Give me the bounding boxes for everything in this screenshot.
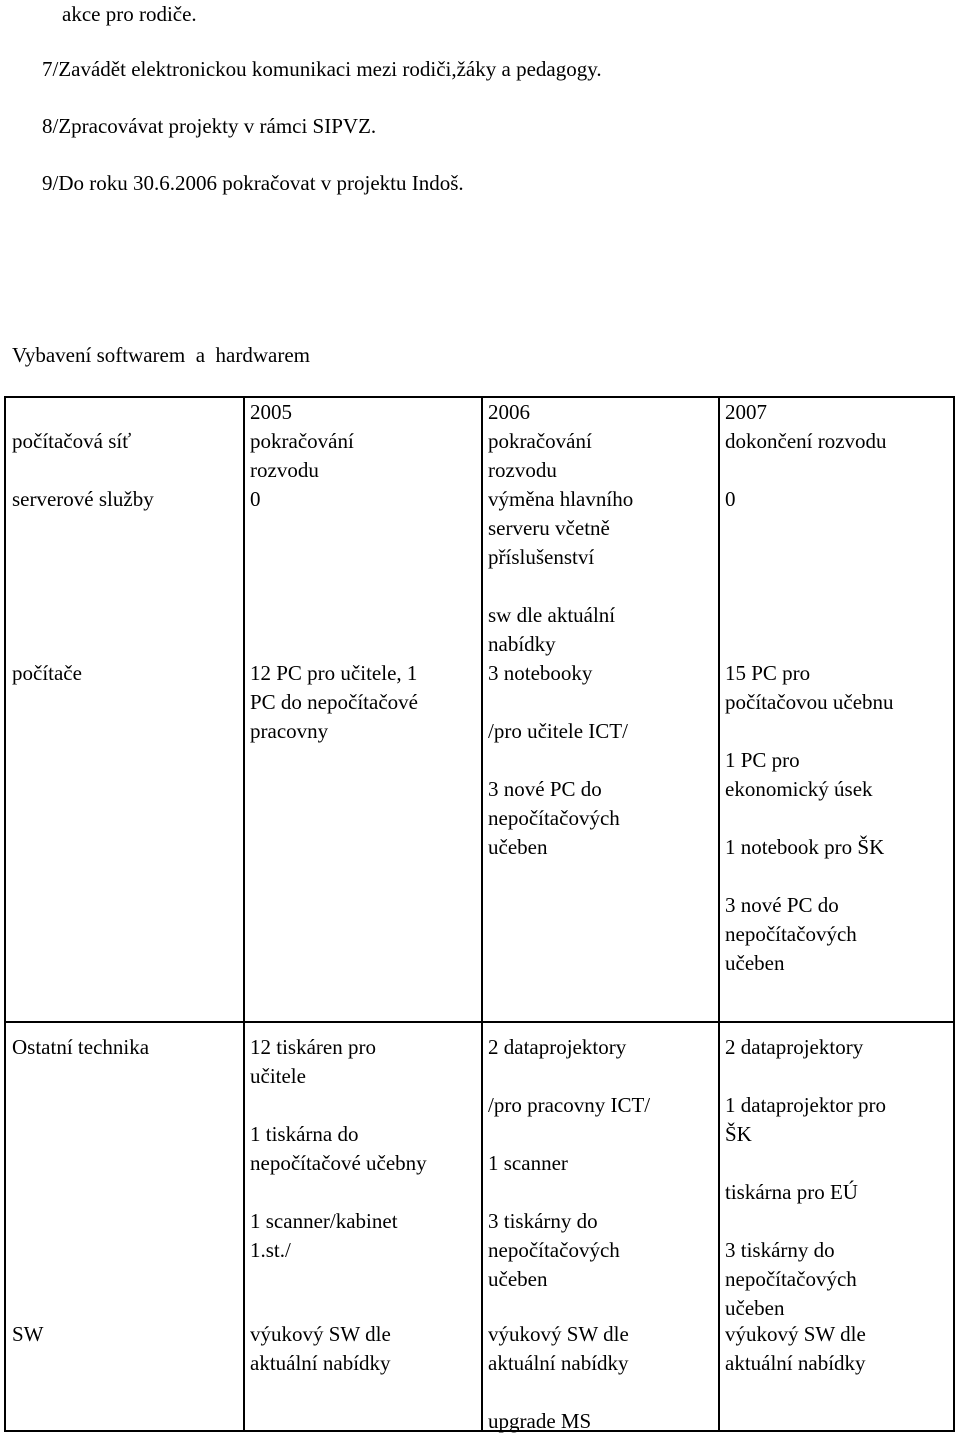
table-divider [718, 396, 720, 1432]
cell-network-2005: pokračování rozvodu [250, 429, 354, 482]
cell-sw-2005: výukový SW dle aktuální nabídky [250, 1322, 391, 1375]
cell-sw-2006: výukový SW dle aktuální nabídky upgrade MS [488, 1322, 629, 1433]
intro-line: akce pro rodiče. [62, 2, 197, 26]
row-label-network: počítačová síť [12, 429, 132, 453]
row-label-server: serverové služby [12, 487, 154, 511]
cell-network-2007: dokončení rozvodu [725, 429, 887, 453]
year-2005: 2005 [250, 400, 292, 424]
cell-network-2006: pokračování rozvodu [488, 429, 592, 482]
cell-computers-2006: 3 notebooky /pro učitele ICT/ 3 nové PC do nepočítačových učeben [488, 661, 628, 859]
year-2006: 2006 [488, 400, 530, 424]
cell-server-2005: 0 [250, 487, 261, 511]
table-row-divider [4, 1021, 955, 1023]
section-title: Vybavení softwarem a hardwarem [12, 343, 310, 367]
cell-sw-2007: výukový SW dle aktuální nabídky [725, 1322, 866, 1375]
cell-other-2006: 2 dataprojektory /pro pracovny ICT/ 1 scanner 3 tiskárny do nepočítačových učeben [488, 1035, 651, 1291]
year-2007: 2007 [725, 400, 767, 424]
cell-server-2006: výměna hlavního serveru včetně příslušenství sw dle aktuální nabídky [488, 487, 634, 656]
table-divider [243, 396, 245, 1432]
row-label-sw: SW [12, 1322, 44, 1346]
table-divider [481, 396, 483, 1432]
intro-item-7: 7/Zavádět elektronickou komunikaci mezi rodiči,žáky a pedagogy. [42, 57, 602, 81]
row-label-computers: počítače [12, 661, 82, 685]
intro-item-9: 9/Do roku 30.6.2006 pokračovat v projektu Indoš. [42, 171, 464, 195]
cell-computers-2005: 12 PC pro učitele, 1 PC do nepočítačové pracovny [250, 661, 418, 743]
cell-server-2007: 0 [725, 487, 736, 511]
row-label-other-tech: Ostatní technika [12, 1035, 150, 1059]
cell-other-2005: 12 tiskáren pro učitele 1 tiskárna do nepočítačové učebny 1 scanner/kabinet 1.st./ [250, 1035, 427, 1262]
intro-item-8: 8/Zpracovávat projekty v rámci SIPVZ. [42, 114, 377, 138]
cell-other-2007: 2 dataprojektory 1 dataprojektor pro ŠK tiskárna pro EÚ 3 tiskárny do nepočítačových učeben [725, 1035, 886, 1320]
cell-computers-2007: 15 PC pro počítačovou učebnu 1 PC pro ekonomický úsek 1 notebook pro ŠK 3 nové PC do nepočítačových učeben [725, 661, 894, 975]
